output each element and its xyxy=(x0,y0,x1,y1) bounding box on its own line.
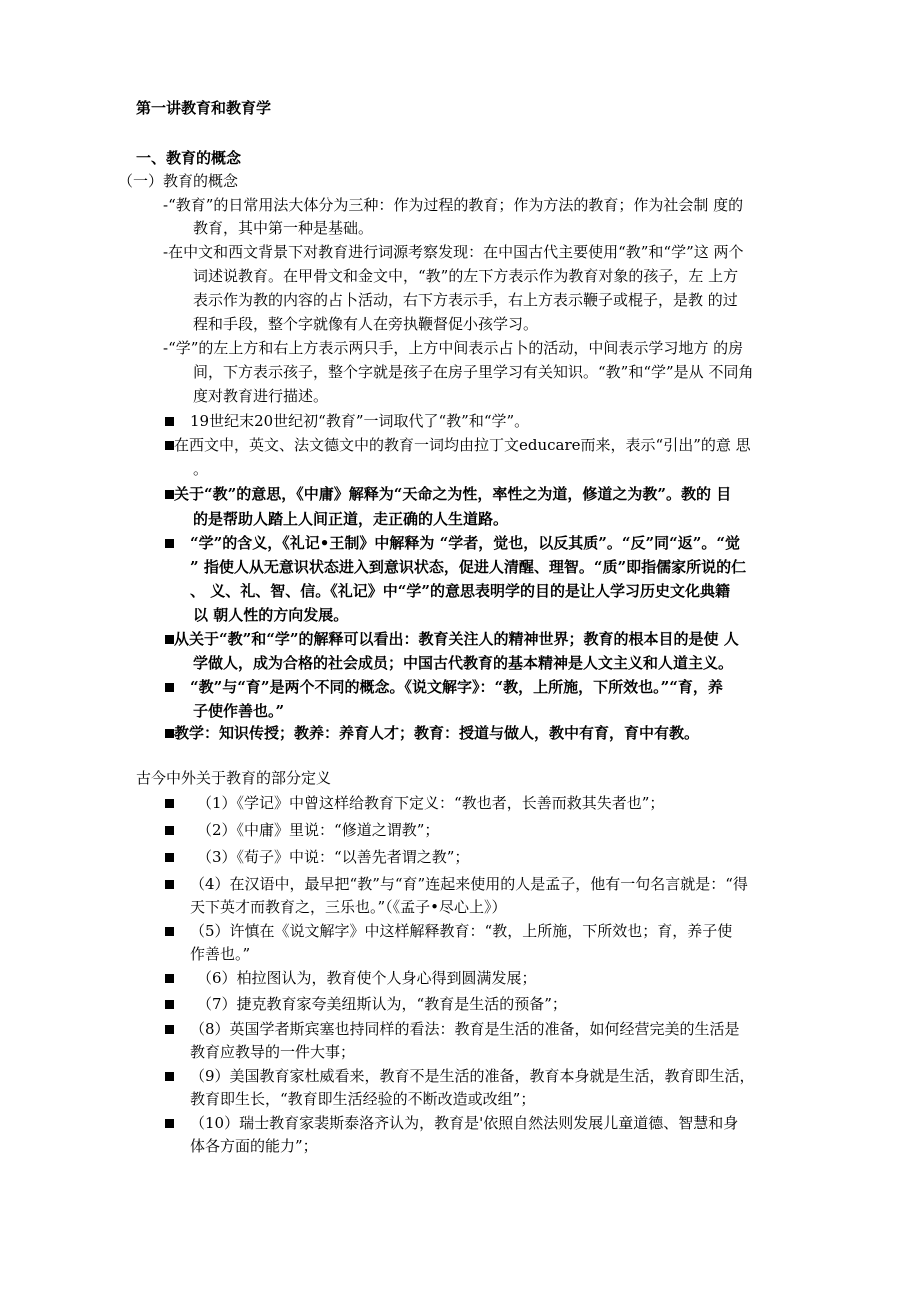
bullet-item: 关于“教”的意思，《中庸》解释为“天命之为性，率性之为道，修道之为教”。教的 目 xyxy=(174,485,732,503)
definition-item: （5）许慎在《说文解字》中这样解释教育：“教，上所施，下所效也；育，养子使 xyxy=(190,922,733,940)
bullet-item-continuation: 学做人，成为合格的社会成员；中国古代教育的基本精神是人文主义和人道主义。 xyxy=(193,654,734,672)
subsection-heading: （一）教育的概念 xyxy=(118,172,239,190)
bullet-square-icon xyxy=(165,1025,174,1034)
definition-item-continuation: 教育应教导的一件大事； xyxy=(190,1043,356,1061)
bullet-square-icon xyxy=(165,635,174,644)
paragraph-etymology-line: -在中文和西文背景下对教育进行词源考察发现：在中国古代主要使用“教”和“学”这 两个 xyxy=(163,243,744,261)
definition-item: （4）在汉语中，最早把“教”与“育”连起来使用的人是孟子，他有一句名言就是：“得 xyxy=(190,875,748,893)
bullet-item-continuation: 。 xyxy=(193,460,209,478)
bullet-square-icon xyxy=(165,729,174,738)
bullet-square-icon xyxy=(165,539,174,548)
bullet-item: 在西文中，英文、法文德文中的教育一词均由拉丁文educare而来，表示“引出”的意 思 xyxy=(174,436,751,454)
bullet-square-icon xyxy=(165,1000,174,1009)
bullet-item: “教”与“育”是两个不同的概念。《说文解字》：“教，上所施，下所效也。”“育，养 xyxy=(190,678,723,696)
bullet-square-icon xyxy=(165,799,174,808)
paragraph-etymology-line: 词述说教育。在甲骨文和金文中，“教”的左下方表示作为教育对象的孩子，左 上方 xyxy=(193,267,739,285)
definition-item: （2）《中庸》里说：“修道之谓教”； xyxy=(197,821,440,839)
paragraph-usage-line: 教育，其中第一种是基础。 xyxy=(193,219,374,237)
bullet-square-icon xyxy=(165,683,174,692)
bullet-square-icon xyxy=(165,490,174,499)
bullet-square-icon xyxy=(165,826,174,835)
bullet-square-icon xyxy=(165,1072,174,1081)
bullet-square-icon xyxy=(165,417,174,426)
bullet-item: 从关于“教”和“学”的解释可以看出：教育关注人的精神世界；教育的根本目的是使 人 xyxy=(174,630,739,648)
bullet-item-continuation: 子使作善也。” xyxy=(193,702,285,720)
paragraph-xue-line: -“学”的左上方和右上方表示两只手，上方中间表示占卜的活动，中间表示学习地方 的房 xyxy=(163,339,744,357)
bullet-square-icon xyxy=(165,441,174,450)
definition-item: （6）柏拉图认为，教育使个人身心得到圆满发展； xyxy=(197,969,537,987)
definition-item: （9）美国教育家杜威看来，教育不是生活的准备，教育本身就是生活，教育即生活， xyxy=(190,1067,755,1085)
definition-item-continuation: 体各方面的能力”； xyxy=(190,1137,318,1155)
definition-item-continuation: 天下英才而教育之，三乐也。”（《孟子•尽心上》） xyxy=(190,898,507,916)
bullet-item-continuation: ” 指使人从无意识状态进入到意识状态，促进人清醒、理智。“质”即指儒家所说的仁 xyxy=(190,558,747,576)
paragraph-usage-line: -“教育”的日常用法大体分为三种：作为过程的教育；作为方法的教育；作为社会制 度的 xyxy=(163,196,744,214)
bullet-item: 教学：知识传授；教养：养育人才；教育：授道与做人，教中有育，育中有教。 xyxy=(174,724,700,742)
bullet-item-continuation: 以 朝人性的方向发展。 xyxy=(193,606,349,624)
paragraph-xue-line: 间，下方表示孩子，整个字就是孩子在房子里学习有关知识。“教”和“学”是从 不同角 xyxy=(193,363,754,381)
section-heading-concept: 一、教育的概念 xyxy=(136,149,242,167)
bullet-item: 19世纪末20世纪初“教育”一词取代了“教”和“学”。 xyxy=(190,412,530,430)
definition-item: （7）捷克教育家夸美纽斯认为，“教育是生活的预备”； xyxy=(197,995,567,1013)
paragraph-xue-line: 度对教育进行描述。 xyxy=(193,387,329,405)
bullet-square-icon xyxy=(165,880,174,889)
definition-item-continuation: 教育即生长，“教育即生活经验的不断改造或改组”； xyxy=(190,1090,536,1108)
bullet-square-icon xyxy=(165,1119,174,1128)
bullet-item-continuation: 、 义、礼、智、信。《礼记》中“学”的意思表明学的目的是让人学习历史文化典籍 xyxy=(190,582,730,600)
bullet-item-continuation: 的是帮助人踏上人间正道，走正确的人生道路。 xyxy=(193,510,509,528)
definition-item: （3）《荀子》中说：“以善先者谓之教”； xyxy=(197,848,470,866)
paragraph-etymology-line: 表示作为教的内容的占卜活动，右下方表示手，右上方表示鞭子或棍子，是教 的过 xyxy=(193,291,738,309)
definition-item: （1）《学记》中曾这样给教育下定义：“教也者，长善而救其失者也”； xyxy=(197,794,665,812)
section-heading-definitions: 古今中外关于教育的部分定义 xyxy=(136,769,332,787)
document-title: 第一讲教育和教育学 xyxy=(136,99,272,117)
definition-item: （8）英国学者斯宾塞也持同样的看法：教育是生活的准备，如何经营完美的生活是 xyxy=(190,1020,740,1038)
bullet-item: “学”的含义，《礼记•王制》中解释为 “学者，觉也，以反其质”。“反”同“返”。“觉 xyxy=(190,534,740,552)
bullet-square-icon xyxy=(165,974,174,983)
definition-item-continuation: 作善也。” xyxy=(190,945,251,963)
bullet-square-icon xyxy=(165,927,174,936)
definition-item: （10）瑞士教育家裴斯泰洛齐认为，教育是'依照自然法则发展儿童道德、智慧和身 xyxy=(190,1114,739,1132)
paragraph-etymology-line: 程和手段，整个字就像有人在旁执鞭督促小孩学习。 xyxy=(193,315,539,333)
bullet-square-icon xyxy=(165,853,174,862)
